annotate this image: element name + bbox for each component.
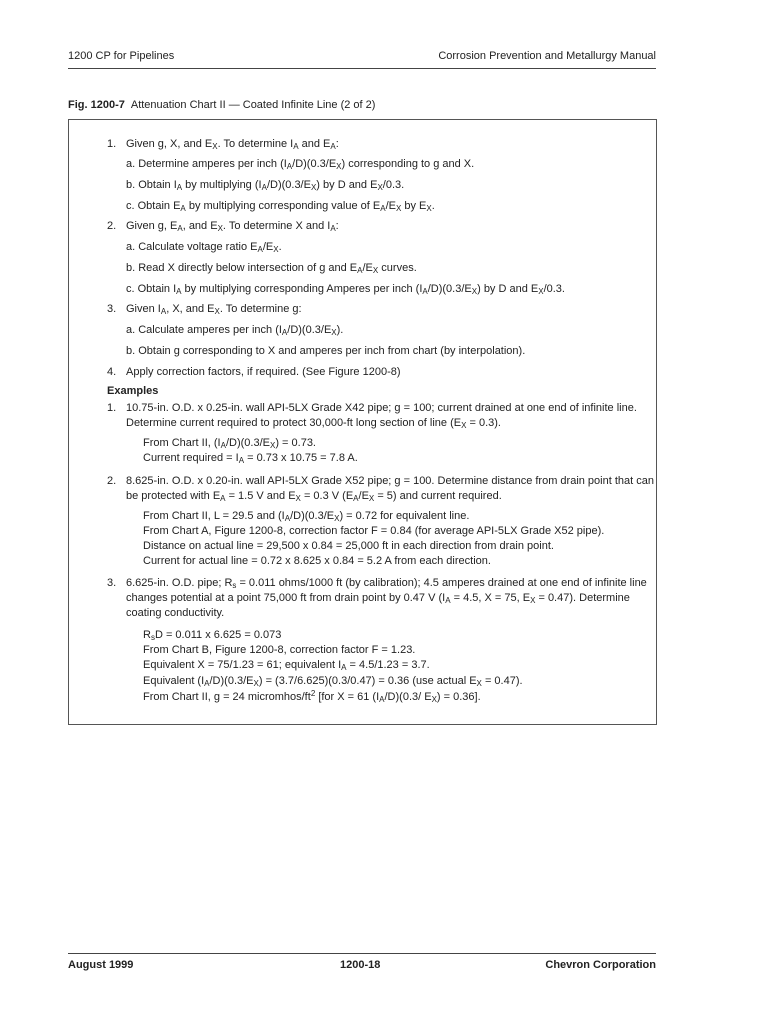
- example-2-calc-4: Current for actual line = 0.72 x 8.625 x 0.84 = 5.2 A from each direction.: [143, 555, 491, 567]
- figure-caption: [68, 99, 375, 111]
- example-1-calc-1: From Chart II, $(I_A/D)(0.3/E_X) = 0.73$.: [143, 437, 316, 450]
- example-3-calc-2: From Chart B, Figure 1200-8, correction factor F = 1.23.: [143, 644, 416, 656]
- figure-title: Attenuation Chart II — Coated Infinite Line (2 of 2): [130, 99, 376, 111]
- example-2-line-1: 2. 8.625-in. O.D. x 0.20-in. wall API-5LX Grade X52 pipe; g = 100. Determine distance from drain point that can: [107, 475, 654, 487]
- step-3: 3. Given $I_A$, X, and $E_X$. To determine g:: [107, 303, 302, 316]
- example-1-line-1: 1. 10.75-in. O.D. x 0.25-in. wall API-5LX Grade X42 pipe; g = 100; current drained at one end of infinite line.: [107, 402, 637, 414]
- step-1a: a. Determine amperes per inch $(I_A/D)(0.3/E_X)$ corresponding to g and X.: [126, 158, 475, 171]
- example-3-calc-4: Equivalent $(I_A/D)(0.3/E_X) = (3.7/6.625)(0.3/0.47) = 0.36$ (use actual $E_X = 0.47$).: [143, 675, 523, 688]
- footer-page-number: 1200-18: [340, 959, 381, 971]
- step-3b: b. Obtain g corresponding to X and amperes per inch from chart (by interpolation).: [126, 345, 526, 357]
- example-1-calc-2: Current required = $I_A = 0.73$ x 10.75 = 7.8 A.: [143, 452, 358, 465]
- example-2-calc-2: From Chart A, Figure 1200-8, correction factor F = 0.84 (for average API-5LX Grade X52 pipe).: [143, 525, 605, 537]
- footer-rule: [68, 953, 656, 954]
- step-2b: b. Read X directly below intersection of g and $E_A/E_X$ curves.: [126, 262, 417, 275]
- footer-date: August 1999: [68, 959, 134, 971]
- step-2: 2. Given g, $E_A$, and $E_X$. To determine X and $I_A$:: [107, 220, 339, 233]
- step-2c: c. Obtain $I_A$ by multiplying corresponding Amperes per inch $(I_A/D)(0.3/E_X)$ by D and $E_X/0.3$.: [126, 283, 565, 296]
- example-1-line-2: Determine current required to protect 30,000-ft long section of line $(E_X = 0.3)$.: [126, 417, 501, 430]
- step-1: 1. Given g, X, and $E_X$. To determine $I_A$ and $E_A$:: [107, 138, 339, 151]
- header-left: 1200 CP for Pipelines: [68, 50, 175, 62]
- step-1c: c. Obtain $E_A$ by multiplying corresponding value of $E_A/E_X$ by $E_X$.: [126, 200, 435, 213]
- header-right: Corrosion Prevention and Metallurgy Manual: [438, 50, 656, 62]
- header-rule: [68, 68, 656, 69]
- example-3-line-2: changes potential at a point 75,000 ft from drain point by 0.47 V ($I_A = 4.5$, X = 75, $E_X = 0.47$). Determine: [126, 592, 630, 605]
- step-4: 4. Apply correction factors, if required. (See Figure 1200-8): [107, 366, 401, 378]
- example-3-calc-5: From Chart II, g = 24 micromhos/$ft^2$ [for X = 61 $(I_A/D)(0.3/$ $E_X) = 0.36$].: [143, 689, 481, 704]
- step-3a: a. Calculate amperes per inch $(I_A/D)(0.3/E_X)$.: [126, 324, 344, 337]
- example-2-calc-1: From Chart II, L = 29.5 and $(I_A/D)(0.3/E_X) = 0.72$ for equivalent line.: [143, 510, 470, 523]
- example-2-line-2: be protected with $E_A = 1.5$ V and $E_X = 0.3$ V $(E_A/E_X = 5)$ and current required.: [126, 490, 502, 503]
- example-3-calc-1: $R_sD = 0.011$ x 6.625 = 0.073: [143, 629, 282, 642]
- example-3-line-3: coating conductivity.: [126, 607, 225, 619]
- footer-company: Chevron Corporation: [545, 959, 656, 971]
- step-1b: b. Obtain $I_A$ by multiplying $(I_A/D)(0.3/E_X)$ by D and $E_X/0.3$.: [126, 179, 405, 192]
- examples-heading: Examples: [107, 385, 159, 397]
- page-header: [68, 50, 656, 64]
- example-2-calc-3: Distance on actual line = 29,500 x 0.84 = 25,000 ft in each direction from drain point.: [143, 540, 554, 552]
- example-3-calc-3: Equivalent X = 75/1.23 = 61; equivalent $I_A = 4.5/1.23 = 3.7$.: [143, 659, 430, 672]
- figure-label: Fig. 1200-7: [68, 99, 125, 111]
- example-3-line-1: 3. 6.625-in. O.D. pipe; $R_s = 0.011$ ohms/1000 ft (by calibration); 4.5 amperes drained at one end of infinite line: [107, 577, 647, 590]
- step-2a: a. Calculate voltage ratio $E_A/E_X$.: [126, 241, 282, 254]
